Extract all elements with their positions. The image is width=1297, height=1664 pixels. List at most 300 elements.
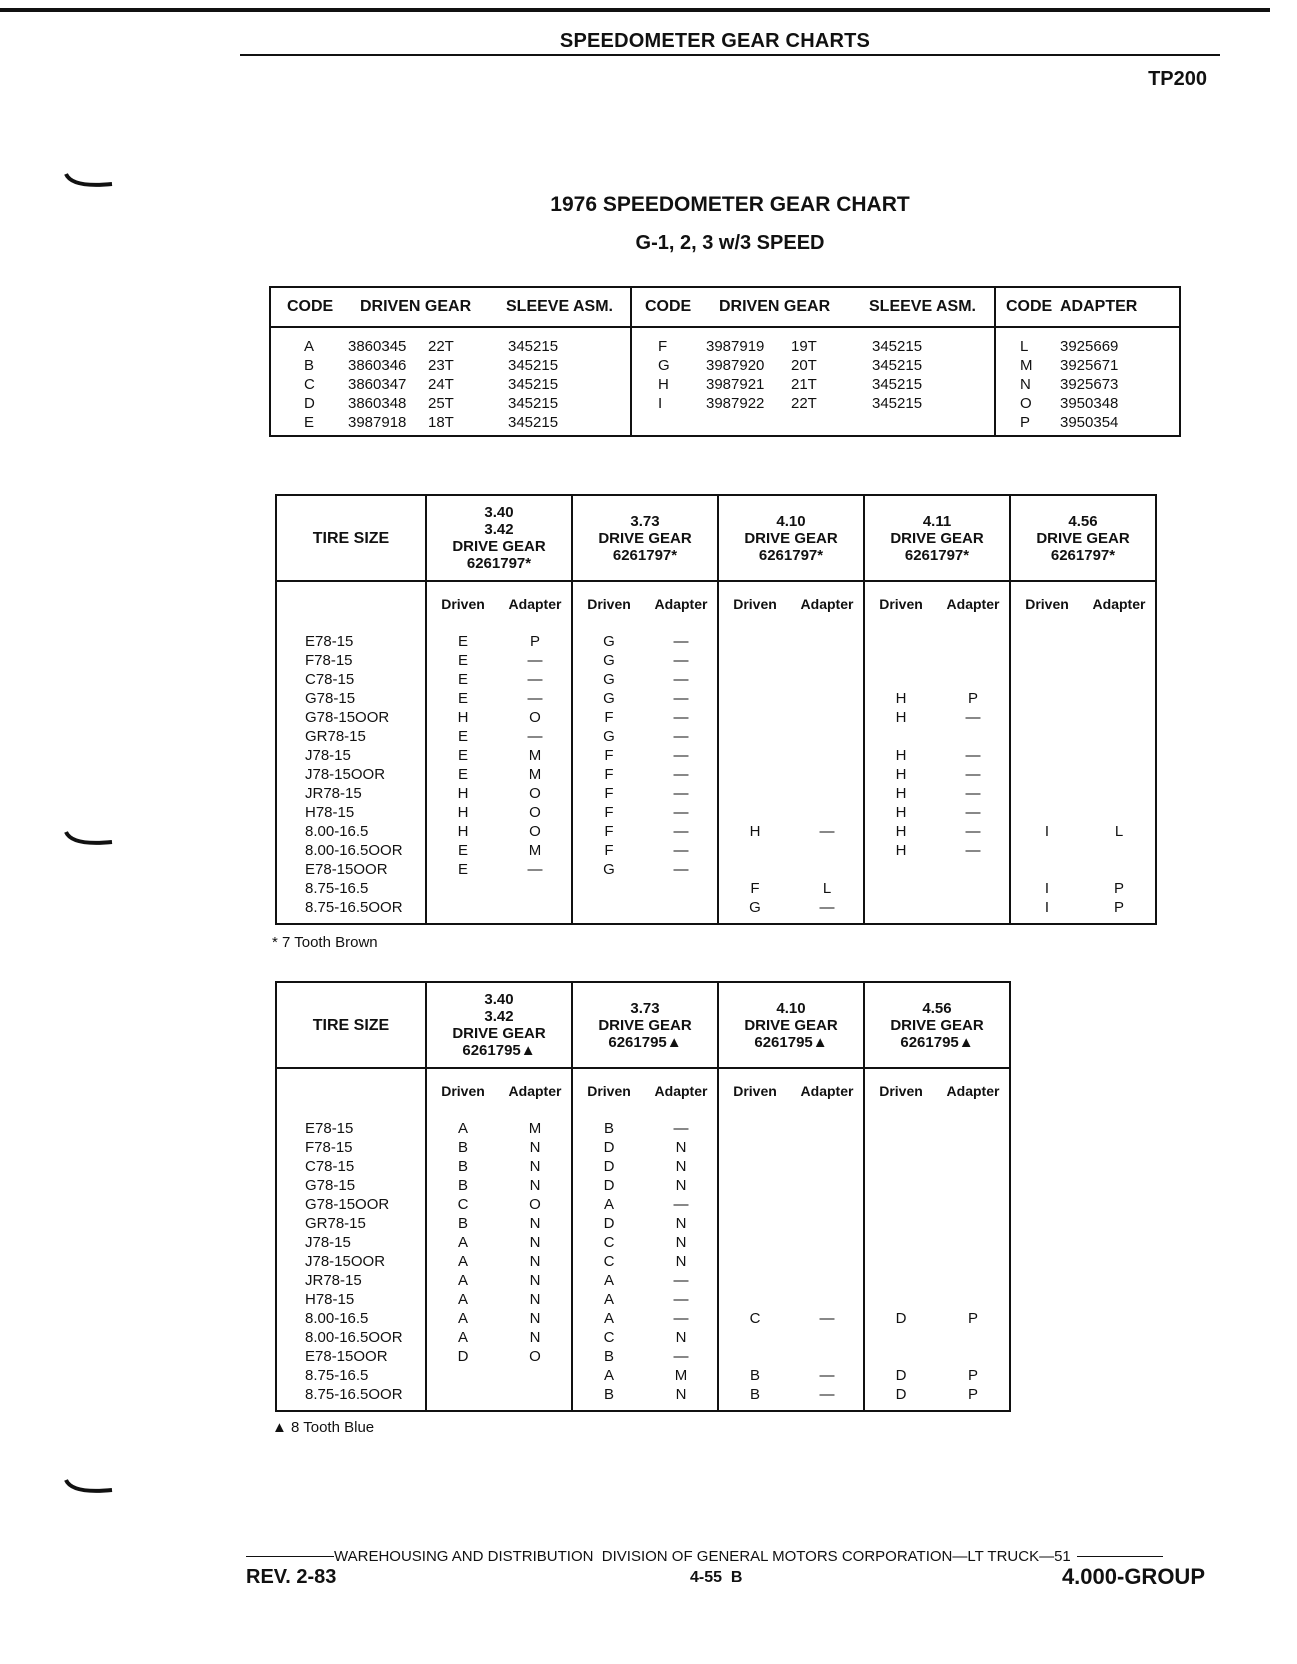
adapter-code bbox=[1083, 841, 1156, 860]
driven-code: H bbox=[718, 822, 791, 841]
gear-teeth: 22T bbox=[428, 338, 454, 355]
adapter-code bbox=[791, 1119, 864, 1138]
code-table-row bbox=[270, 356, 1180, 375]
gear-code: E bbox=[304, 414, 315, 431]
driven-code: E bbox=[426, 670, 499, 689]
driven-code bbox=[718, 1328, 791, 1347]
binder-hole-mark bbox=[64, 1478, 114, 1496]
tire-size: J78-15 bbox=[305, 1234, 351, 1251]
drive-gear-header bbox=[572, 495, 718, 581]
driven-code bbox=[718, 803, 791, 822]
adapter-code: N bbox=[529, 1291, 541, 1308]
adapter-code bbox=[937, 670, 1010, 689]
tire-row bbox=[276, 803, 1156, 822]
ratio-label: 3.40 bbox=[484, 991, 514, 1008]
sleeve-part-number: 345215 bbox=[508, 414, 559, 431]
driven-code: C bbox=[572, 1252, 645, 1271]
driven-code: F bbox=[572, 708, 645, 727]
gear-code bbox=[631, 413, 706, 436]
footer-dash bbox=[1077, 1556, 1163, 1557]
driven-code bbox=[1010, 651, 1083, 670]
driven-code: E bbox=[426, 765, 499, 784]
adapter-code bbox=[499, 1366, 572, 1385]
tire-row bbox=[276, 1214, 1010, 1233]
sleeve-part-number: 345215 bbox=[508, 357, 559, 374]
driven-code: B bbox=[426, 1138, 499, 1157]
adapter-code: N bbox=[529, 1272, 541, 1289]
driven-code: E bbox=[426, 651, 499, 670]
driven-code: B bbox=[572, 1385, 645, 1411]
tire-size: 8.75-16.5 bbox=[305, 1367, 369, 1384]
driven-code: G bbox=[572, 860, 645, 879]
tire-row bbox=[276, 1195, 1010, 1214]
driven-code bbox=[718, 727, 791, 746]
driven-code: B bbox=[572, 1347, 645, 1366]
code-header: CODE bbox=[270, 287, 348, 327]
driven-code bbox=[864, 879, 937, 898]
driven-code: B bbox=[426, 1157, 499, 1176]
driven-code: I bbox=[1010, 898, 1083, 924]
drive-gear-label: DRIVE GEAR bbox=[598, 529, 692, 547]
footer-division-line bbox=[246, 1548, 1206, 1565]
adapter-code bbox=[1083, 860, 1156, 879]
adapter-code: N bbox=[675, 1253, 687, 1270]
sleeve-asm-header: SLEEVE ASM. bbox=[850, 287, 995, 327]
adapter-subheader: Adapter bbox=[946, 1083, 1000, 1099]
adapter-code bbox=[937, 1271, 1010, 1290]
adapter-code: N bbox=[675, 1139, 687, 1156]
driven-code bbox=[864, 1176, 937, 1195]
adapter-code: — bbox=[527, 861, 543, 878]
binder-hole-mark bbox=[64, 172, 114, 190]
spacer-row bbox=[276, 1109, 1010, 1119]
adapter-code bbox=[1083, 708, 1156, 727]
adapter-code bbox=[1083, 727, 1156, 746]
spacer-cell bbox=[426, 622, 499, 632]
adapter-code: N bbox=[675, 1215, 687, 1232]
header-rule bbox=[240, 54, 1220, 56]
driven-code bbox=[1010, 784, 1083, 803]
drive-gear-header bbox=[572, 982, 718, 1068]
adapter-code bbox=[1083, 803, 1156, 822]
driven-code bbox=[572, 898, 645, 924]
tire-size: G78-15 bbox=[305, 690, 356, 707]
tire-row bbox=[276, 746, 1156, 765]
driven-code: H bbox=[864, 841, 937, 860]
adapter-code: M bbox=[528, 766, 542, 783]
driven-code bbox=[1010, 746, 1083, 765]
adapter-code: O bbox=[995, 394, 1060, 413]
ratio-label: 3.73 bbox=[630, 512, 660, 530]
gear-teeth: 18T bbox=[428, 414, 454, 431]
adapter-code bbox=[499, 898, 572, 924]
gear-code: B bbox=[304, 357, 315, 374]
drive-gear-part-number: 6261797* bbox=[758, 546, 824, 564]
adapter-code: L bbox=[995, 327, 1060, 356]
adapter-code: N bbox=[529, 1329, 541, 1346]
adapter-code: N bbox=[675, 1386, 687, 1403]
drive-gear-header bbox=[864, 495, 1010, 581]
drive-gear-header bbox=[718, 495, 864, 581]
driven-code bbox=[718, 1290, 791, 1309]
adapter-code: M bbox=[528, 842, 542, 859]
tire-size: 8.00-16.5OOR bbox=[305, 842, 403, 859]
ratio-label: 3.73 bbox=[630, 999, 660, 1017]
driven-code bbox=[864, 670, 937, 689]
gear-teeth: 21T bbox=[791, 376, 817, 393]
gear-teeth: 20T bbox=[791, 357, 817, 374]
gear-part-number: 3987921 bbox=[706, 376, 765, 393]
page-header-title: SPEEDOMETER GEAR CHARTS bbox=[559, 30, 871, 52]
spacer-cell bbox=[572, 622, 645, 632]
driven-code bbox=[864, 651, 937, 670]
adapter-code: P bbox=[995, 413, 1060, 436]
adapter-code: — bbox=[527, 671, 543, 688]
adapter-code bbox=[1083, 784, 1156, 803]
adapter-code: — bbox=[673, 690, 689, 707]
tire-size-header: TIRE SIZE bbox=[276, 982, 426, 1068]
spacer-cell bbox=[864, 622, 937, 632]
adapter-code: P bbox=[967, 1386, 978, 1403]
tire-row bbox=[276, 1366, 1010, 1385]
driven-code: G bbox=[572, 689, 645, 708]
adapter-code: P bbox=[1113, 880, 1124, 897]
drive-gear-part-number: 6261795▲ bbox=[608, 1033, 682, 1051]
spacer-cell bbox=[499, 1109, 572, 1119]
driven-subheader: Driven bbox=[426, 1068, 499, 1109]
driven-code bbox=[718, 1214, 791, 1233]
adapter-code bbox=[791, 1252, 864, 1271]
tire-row bbox=[276, 1233, 1010, 1252]
driven-code: E bbox=[426, 632, 499, 651]
driven-code bbox=[718, 708, 791, 727]
adapter-code bbox=[1083, 765, 1156, 784]
gear-part-number: 3987919 bbox=[706, 338, 765, 355]
adapter-subheader: Adapter bbox=[654, 1083, 708, 1099]
adapter-code bbox=[1083, 746, 1156, 765]
adapter-code: M bbox=[674, 1367, 688, 1384]
adapter-code: N bbox=[529, 1139, 541, 1156]
spacer-cell bbox=[1010, 622, 1083, 632]
gear-part-number: 3860346 bbox=[348, 357, 407, 374]
adapter-code: — bbox=[965, 747, 981, 764]
adapter-code bbox=[499, 1385, 572, 1411]
adapter-code bbox=[937, 1328, 1010, 1347]
subheader-blank bbox=[276, 581, 426, 622]
driven-code: D bbox=[572, 1157, 645, 1176]
tire-row bbox=[276, 1157, 1010, 1176]
driven-code: H bbox=[864, 746, 937, 765]
ratio-label: 3.42 bbox=[484, 521, 514, 538]
driven-code bbox=[1010, 632, 1083, 651]
gear-teeth: 22T bbox=[791, 395, 817, 412]
drive-gear-header bbox=[1010, 495, 1156, 581]
tire-size: G78-15OOR bbox=[305, 1196, 390, 1213]
adapter-code: — bbox=[965, 804, 981, 821]
footer-dash bbox=[246, 1556, 334, 1557]
driven-code bbox=[864, 1328, 937, 1347]
adapter-code: — bbox=[673, 709, 689, 726]
tire-row bbox=[276, 765, 1156, 784]
adapter-code: O bbox=[529, 823, 541, 840]
adapter-code bbox=[791, 1176, 864, 1195]
driven-code: F bbox=[572, 822, 645, 841]
adapter-subheader: Adapter bbox=[654, 596, 708, 612]
driven-code: A bbox=[572, 1309, 645, 1328]
adapter-code bbox=[791, 651, 864, 670]
tire-size: H78-15 bbox=[305, 804, 355, 821]
adapter-subheader: Adapter bbox=[800, 596, 854, 612]
adapter-code: — bbox=[673, 1196, 689, 1213]
adapter-code bbox=[791, 708, 864, 727]
gear-part-number: 3860347 bbox=[348, 376, 407, 393]
adapter-code bbox=[1083, 651, 1156, 670]
adapter-code: O bbox=[529, 709, 541, 726]
driven-code bbox=[1010, 708, 1083, 727]
adapter-code bbox=[937, 1233, 1010, 1252]
tire-row bbox=[276, 1347, 1010, 1366]
driven-code bbox=[718, 1271, 791, 1290]
spacer-cell bbox=[1083, 622, 1156, 632]
driven-code bbox=[1010, 689, 1083, 708]
adapter-code: O bbox=[529, 1348, 541, 1365]
gear-code: A bbox=[304, 338, 315, 355]
adapter-code: N bbox=[995, 375, 1060, 394]
adapter-code bbox=[937, 1347, 1010, 1366]
gear-code: I bbox=[631, 394, 706, 413]
tire-size-table-6261797 bbox=[275, 494, 1157, 925]
adapter-code: — bbox=[965, 766, 981, 783]
driven-code bbox=[718, 784, 791, 803]
driven-code bbox=[1010, 670, 1083, 689]
driven-code bbox=[718, 1138, 791, 1157]
page-code: TP200 bbox=[1148, 68, 1207, 90]
driven-code bbox=[426, 1385, 499, 1411]
drive-gear-part-number: 6261797* bbox=[466, 555, 532, 572]
driven-subheader: Driven bbox=[864, 581, 937, 622]
tire-row bbox=[276, 1309, 1010, 1328]
driven-code bbox=[864, 1290, 937, 1309]
tire-row bbox=[276, 841, 1156, 860]
adapter-code: — bbox=[819, 1367, 835, 1384]
sleeve-part-number: 345215 bbox=[872, 357, 923, 374]
tire-size: E78-15 bbox=[305, 1120, 354, 1137]
tire-size: 8.75-16.5OOR bbox=[305, 899, 403, 916]
adapter-code bbox=[791, 803, 864, 822]
sleeve-part-number: 345215 bbox=[508, 395, 559, 412]
spacer-row bbox=[276, 622, 1156, 632]
driven-code bbox=[864, 727, 937, 746]
sleeve-part-number bbox=[850, 413, 995, 436]
ratio-label: 4.10 bbox=[776, 512, 806, 530]
driven-code bbox=[718, 651, 791, 670]
driven-subheader: Driven bbox=[864, 1068, 937, 1109]
tire-size: GR78-15 bbox=[305, 728, 366, 745]
gear-teeth bbox=[791, 413, 850, 436]
tire-size: JR78-15 bbox=[305, 1272, 362, 1289]
tire-row bbox=[276, 1252, 1010, 1271]
tire-size: 8.00-16.5 bbox=[305, 823, 369, 840]
adapter-code bbox=[937, 860, 1010, 879]
drive-gear-part-number: 6261795▲ bbox=[754, 1033, 828, 1051]
driven-code bbox=[864, 1138, 937, 1157]
driven-code: H bbox=[426, 822, 499, 841]
adapter-code: P bbox=[1113, 899, 1124, 916]
adapter-header: ADAPTER bbox=[1060, 287, 1180, 327]
tire-size: J78-15 bbox=[305, 747, 351, 764]
code-table-row bbox=[270, 375, 1180, 394]
driven-code bbox=[864, 1271, 937, 1290]
spacer-cell bbox=[937, 1109, 1010, 1119]
driven-code: H bbox=[864, 765, 937, 784]
drive-gear-label: DRIVE GEAR bbox=[744, 529, 838, 547]
tire-row bbox=[276, 860, 1156, 879]
driven-code: I bbox=[1010, 822, 1083, 841]
adapter-code bbox=[937, 1157, 1010, 1176]
tire-row bbox=[276, 651, 1156, 670]
driven-code: I bbox=[1010, 879, 1083, 898]
tire-size: F78-15 bbox=[305, 652, 353, 669]
driven-code: F bbox=[572, 841, 645, 860]
adapter-code bbox=[791, 784, 864, 803]
adapter-part-number: 3925669 bbox=[1060, 338, 1119, 355]
adapter-code bbox=[937, 1195, 1010, 1214]
gear-teeth: 19T bbox=[791, 338, 817, 355]
adapter-code: N bbox=[675, 1158, 687, 1175]
tire-row bbox=[276, 1176, 1010, 1195]
adapter-code: — bbox=[673, 633, 689, 650]
footer-division-text: WAREHOUSING AND DISTRIBUTION DIVISION OF GENERAL MOTORS CORPORATION—LT TRUCK—51 bbox=[334, 1548, 1071, 1565]
driven-code: C bbox=[572, 1233, 645, 1252]
driven-code bbox=[718, 1233, 791, 1252]
driven-code: F bbox=[572, 746, 645, 765]
tire-row bbox=[276, 1328, 1010, 1347]
driven-code: D bbox=[572, 1214, 645, 1233]
code-table-row bbox=[270, 327, 1180, 356]
driven-code: H bbox=[426, 803, 499, 822]
tire-row bbox=[276, 632, 1156, 651]
tire-row bbox=[276, 822, 1156, 841]
adapter-code: — bbox=[965, 842, 981, 859]
drive-gear-label: DRIVE GEAR bbox=[598, 1016, 692, 1034]
driven-code bbox=[864, 1195, 937, 1214]
driven-code: H bbox=[864, 803, 937, 822]
spacer-cell bbox=[718, 622, 791, 632]
drive-gear-part-number: 6261795▲ bbox=[462, 1042, 536, 1059]
gear-code: C bbox=[304, 376, 315, 393]
drive-gear-header bbox=[864, 982, 1010, 1068]
driven-code bbox=[718, 1195, 791, 1214]
adapter-code: — bbox=[527, 690, 543, 707]
driven-code: F bbox=[572, 765, 645, 784]
adapter-code: — bbox=[673, 671, 689, 688]
adapter-code bbox=[791, 1328, 864, 1347]
driven-code bbox=[718, 632, 791, 651]
driven-code bbox=[718, 1347, 791, 1366]
driven-code: G bbox=[718, 898, 791, 924]
adapter-code: P bbox=[967, 1310, 978, 1327]
chart-title: 1976 SPEEDOMETER GEAR CHART bbox=[550, 193, 910, 216]
tire-row bbox=[276, 1138, 1010, 1157]
gear-code: H bbox=[631, 375, 706, 394]
driven-code: A bbox=[426, 1290, 499, 1309]
ratio-label: 3.42 bbox=[484, 1008, 514, 1025]
sleeve-part-number: 345215 bbox=[508, 338, 559, 355]
gear-part-number: 3987918 bbox=[348, 414, 407, 431]
tire-size: J78-15OOR bbox=[305, 766, 386, 783]
adapter-part-number: 3925671 bbox=[1060, 357, 1119, 374]
gear-code: F bbox=[631, 327, 706, 356]
driven-subheader: Driven bbox=[572, 581, 645, 622]
driven-code bbox=[864, 1119, 937, 1138]
adapter-code bbox=[937, 1214, 1010, 1233]
adapter-code: L bbox=[1114, 823, 1124, 840]
adapter-code: — bbox=[673, 823, 689, 840]
adapter-code: M bbox=[528, 747, 542, 764]
gear-part-number: 3860345 bbox=[348, 338, 407, 355]
tire-size: 8.75-16.5OOR bbox=[305, 1386, 403, 1403]
sleeve-part-number: 345215 bbox=[508, 376, 559, 393]
tire-row bbox=[276, 708, 1156, 727]
driven-code bbox=[718, 670, 791, 689]
driven-code bbox=[426, 898, 499, 924]
driven-code: D bbox=[864, 1366, 937, 1385]
driven-code bbox=[426, 1366, 499, 1385]
tire-row bbox=[276, 879, 1156, 898]
adapter-code: — bbox=[673, 766, 689, 783]
adapter-code bbox=[937, 1119, 1010, 1138]
adapter-subheader: Adapter bbox=[508, 596, 562, 612]
driven-code: B bbox=[426, 1176, 499, 1195]
adapter-code bbox=[1083, 670, 1156, 689]
drive-gear-header-row bbox=[276, 982, 1010, 1068]
driven-code: B bbox=[572, 1119, 645, 1138]
adapter-code bbox=[791, 727, 864, 746]
spacer-cell bbox=[276, 1109, 426, 1119]
driven-code: F bbox=[572, 784, 645, 803]
driven-code: G bbox=[572, 727, 645, 746]
adapter-code bbox=[791, 1138, 864, 1157]
driven-code: C bbox=[718, 1309, 791, 1328]
tire-row bbox=[276, 1271, 1010, 1290]
driven-code: G bbox=[572, 670, 645, 689]
adapter-code: — bbox=[819, 823, 835, 840]
driven-code bbox=[1010, 727, 1083, 746]
adapter-code bbox=[645, 898, 718, 924]
sleeve-part-number: 345215 bbox=[872, 395, 923, 412]
driven-code: E bbox=[426, 860, 499, 879]
adapter-code: — bbox=[673, 861, 689, 878]
adapter-code: — bbox=[673, 728, 689, 745]
adapter-code bbox=[937, 1290, 1010, 1309]
spacer-cell bbox=[499, 622, 572, 632]
driven-code bbox=[718, 1176, 791, 1195]
adapter-code bbox=[1083, 632, 1156, 651]
driven-code: H bbox=[864, 784, 937, 803]
driven-code bbox=[718, 765, 791, 784]
spacer-cell bbox=[276, 622, 426, 632]
driven-code: D bbox=[426, 1347, 499, 1366]
adapter-code: — bbox=[819, 1386, 835, 1403]
tire-size-table-6261795 bbox=[275, 981, 1011, 1412]
adapter-code: — bbox=[527, 728, 543, 745]
adapter-code bbox=[791, 746, 864, 765]
adapter-code bbox=[937, 1252, 1010, 1271]
adapter-code bbox=[499, 879, 572, 898]
ratio-label: 4.11 bbox=[922, 512, 952, 530]
driven-code bbox=[426, 879, 499, 898]
driven-subheader: Driven bbox=[718, 581, 791, 622]
